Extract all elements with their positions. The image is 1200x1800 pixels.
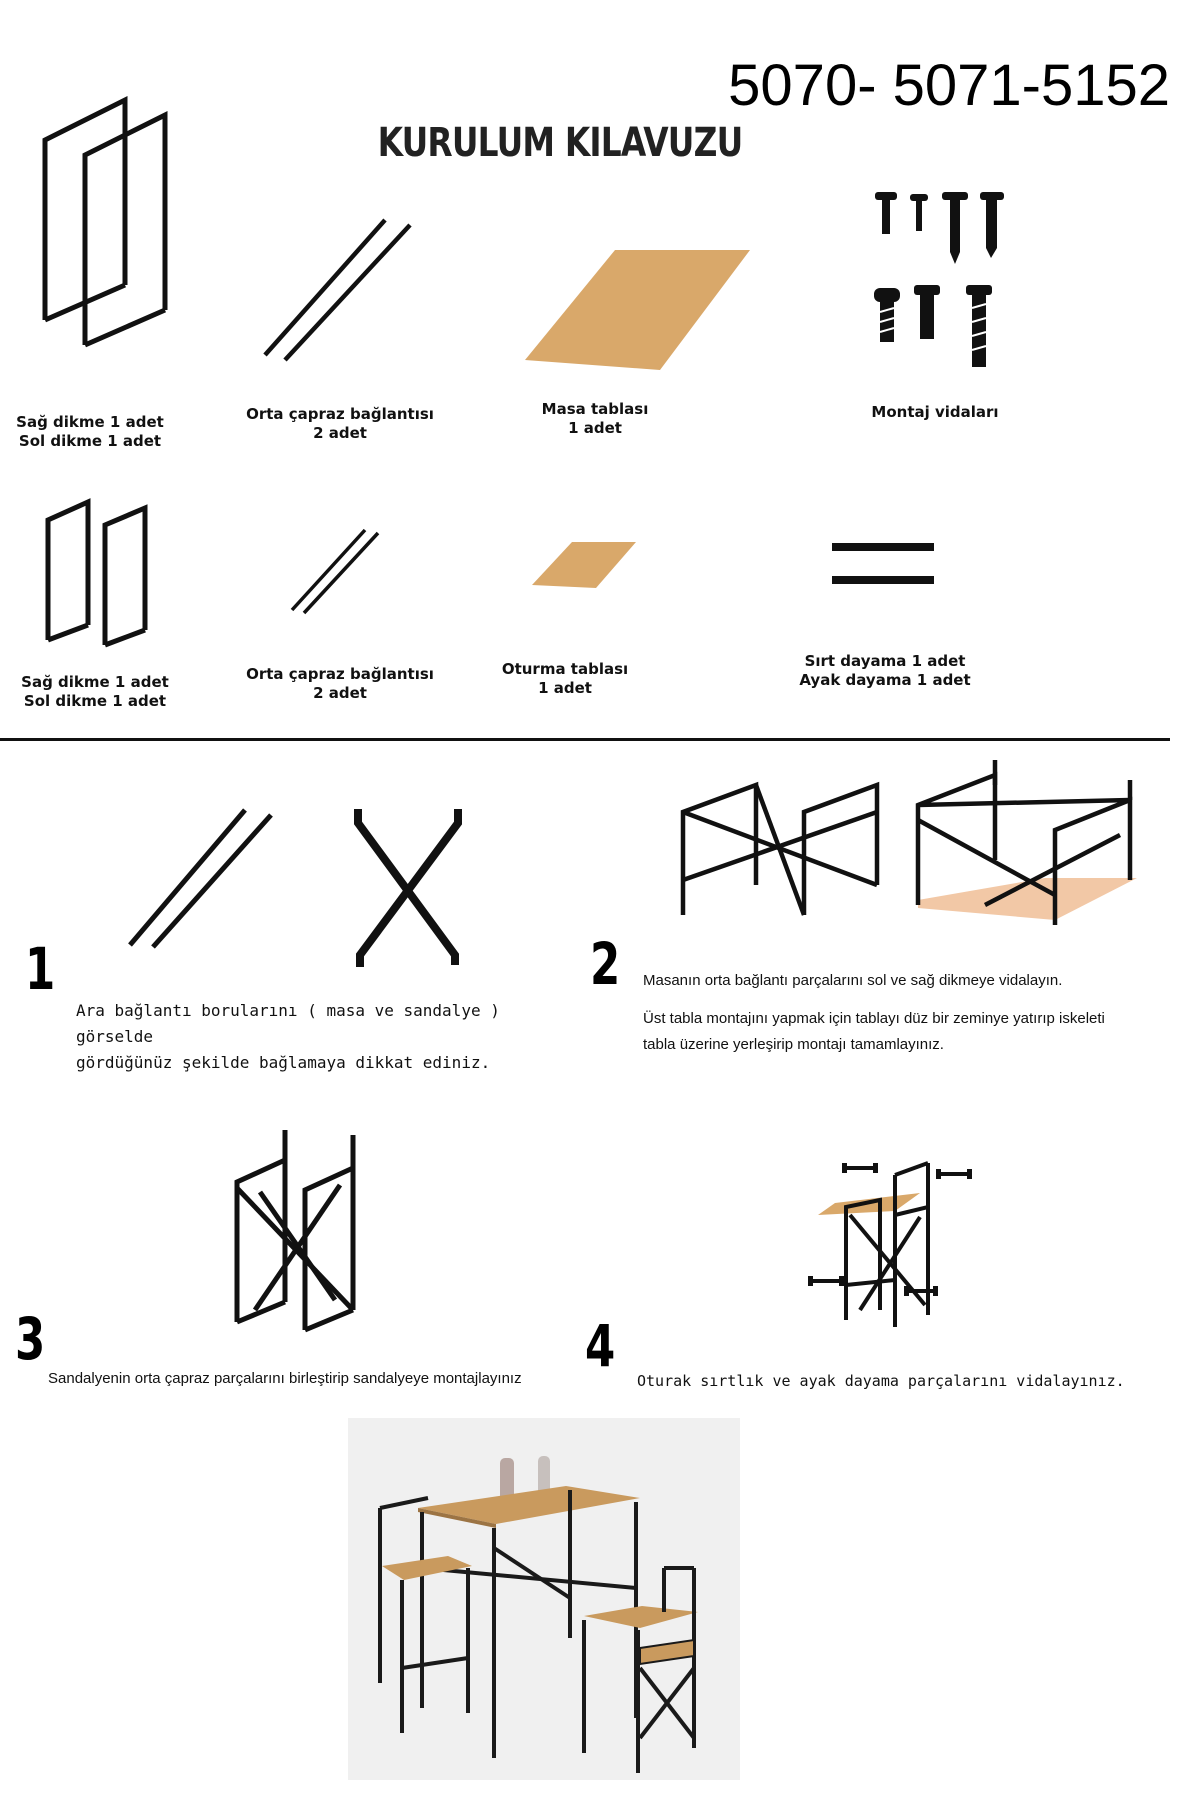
table-top-illustration [525, 245, 755, 375]
section-divider [0, 738, 1170, 741]
step1-crossed-braces-illustration [350, 805, 470, 965]
step-number-1: 1 [25, 935, 56, 1003]
part-label-chair-braces: Orta çapraz bağlantısı 2 adet [246, 665, 434, 702]
step-number-4: 4 [585, 1312, 616, 1380]
table-side-frames-illustration [30, 95, 180, 355]
step-number-3: 3 [15, 1305, 46, 1373]
screws-illustration [870, 190, 1030, 375]
step4-instruction: Oturak sırtlık ve ayak dayama parçalarını vidalayınız. [637, 1372, 1125, 1390]
step1-parallel-braces-illustration [125, 805, 285, 955]
part-label-rests: Sırt dayama 1 adet Ayak dayama 1 adet [799, 652, 971, 689]
page-title: KURULUM KILAVUZU [377, 120, 743, 166]
step3-instruction: Sandalyenin orta çapraz parçalarını birleştirip sandalyeye montajlayınız [48, 1370, 522, 1387]
step2-instruction: Masanın orta bağlantı parçalarını sol ve sağ dikmeye vidalayın. Üst tabla montajını yapmak için tablayı düz bir zeminye yatırıp iskeleti tabla üzerine yerleşirip montajı tamamlayınız. [643, 972, 1105, 1053]
product-codes: 5070- 5071-5152 [728, 53, 1170, 118]
table-cross-braces-illustration [260, 215, 420, 365]
step3-chair-cross-assembly-illustration [225, 1130, 385, 1335]
step2-frame-bracing-illustration [680, 780, 890, 920]
step1-instruction: Ara bağlantı borularını ( masa ve sandalye ) görselde gördüğünüz şekilde bağlamaya dikkat ediniz. [76, 1001, 500, 1072]
seat-board-illustration [530, 540, 640, 590]
part-label-table-braces: Orta çapraz bağlantısı 2 adet [246, 405, 434, 442]
back-and-foot-rests-illustration [830, 540, 940, 590]
assembled-set-illustration [348, 1418, 740, 1780]
step4-chair-rests-illustration [800, 1155, 980, 1330]
part-label-table-legs: Sağ dikme 1 adet Sol dikme 1 adet [16, 413, 164, 450]
part-label-table-top: Masa tablası 1 adet [541, 400, 649, 437]
chair-cross-braces-illustration [290, 525, 390, 615]
step-number-2: 2 [590, 930, 621, 998]
part-label-seat-board: Oturma tablası 1 adet [501, 660, 629, 697]
part-label-screws: Montaj vidaları [871, 403, 999, 421]
part-label-chair-legs: Sağ dikme 1 adet Sol dikme 1 adet [21, 673, 169, 710]
chair-side-frames-illustration [40, 490, 160, 650]
step2-table-assembly-illustration [915, 760, 1145, 940]
